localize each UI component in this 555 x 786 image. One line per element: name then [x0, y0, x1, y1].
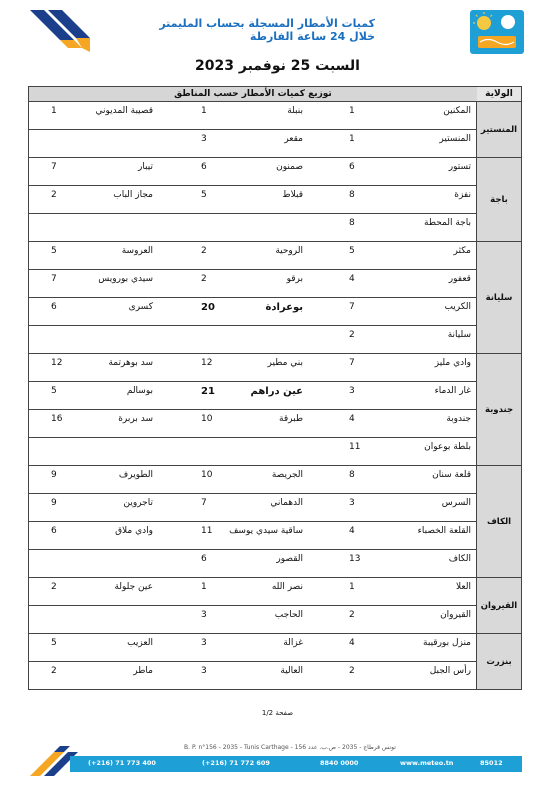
table-row — [29, 550, 477, 577]
station-name: نفزة — [454, 190, 471, 200]
station-name: وادي ملاق — [115, 526, 153, 536]
rainfall-value: 5 — [51, 246, 57, 256]
footer-phone-3: 8840 0000 — [320, 759, 359, 767]
table-body — [29, 102, 521, 689]
station-name: بني مطير — [267, 358, 303, 368]
station-name: مقعر — [284, 134, 303, 144]
rainfall-value — [51, 606, 73, 632]
rainfall-value — [51, 214, 73, 240]
footer-website: www.meteo.tn — [400, 759, 454, 767]
station-name: غار الدماء — [434, 386, 471, 396]
station-name: تيبار — [137, 162, 153, 172]
rainfall-value: 11 — [201, 526, 213, 536]
station-name: ساقية سيدي يوسف — [229, 526, 303, 536]
footer-phone-1: (+216) 71 773 400 — [88, 759, 156, 767]
rainfall-value — [51, 550, 73, 576]
rainfall-value: 7 — [51, 274, 57, 284]
region-name: الكاف — [476, 466, 521, 577]
station-name: العروسة — [121, 246, 153, 256]
station-name: القيروان — [440, 610, 471, 620]
rainfall-table — [28, 86, 522, 690]
footer-code: 85012 — [480, 759, 503, 767]
rainfall-value: 16 — [51, 414, 63, 424]
footer-address: B. P. n°156 - 2035 - Tunis Carthage - تونس قرطاج - 2035 - ص.ب. عدد 156 — [184, 744, 396, 751]
region-block — [29, 158, 521, 242]
station-name: رأس الجبل — [429, 666, 471, 676]
rainfall-value: 21 — [201, 386, 215, 397]
rainfall-value: 4 — [349, 526, 355, 536]
region-block — [29, 634, 521, 689]
rainfall-value: 2 — [201, 246, 207, 256]
rainfall-value — [51, 326, 73, 352]
table-row — [29, 298, 477, 326]
rainfall-value: 5 — [349, 246, 355, 256]
station-name: جندوبة — [446, 414, 471, 424]
table-row — [29, 382, 477, 410]
station-name: غزالة — [283, 638, 303, 648]
rainfall-value: 1 — [349, 134, 355, 144]
table-row — [29, 326, 477, 353]
station-name: العلا — [456, 582, 471, 592]
rainfall-value: 2 — [349, 610, 355, 620]
column-header-distribution: توزيع كميات الأمطار حسب المناطق — [29, 87, 477, 101]
rainfall-value: 1 — [201, 106, 207, 116]
station-name: قصيبة المديوني — [95, 106, 153, 116]
rainfall-value: 2 — [51, 190, 57, 200]
rainfall-value: 1 — [51, 106, 57, 116]
rainfall-value — [201, 438, 223, 464]
station-name: باجة المحطة — [424, 218, 471, 228]
rainfall-value: 1 — [349, 582, 355, 592]
station-name: مكثر — [453, 246, 471, 256]
footer-contact-band — [70, 756, 522, 772]
rainfall-value — [51, 130, 73, 156]
rainfall-value: 8 — [349, 470, 355, 480]
station-name: بوعرادة — [265, 302, 303, 313]
rainfall-value: 5 — [201, 190, 207, 200]
rainfall-value: 5 — [51, 638, 57, 648]
station-name: المنستير — [439, 134, 471, 144]
rainfall-value: 2 — [201, 274, 207, 284]
region-name: جندوبة — [476, 354, 521, 465]
rainfall-value: 12 — [51, 358, 63, 368]
region-name: باجة — [476, 158, 521, 241]
station-name: عين جلولة — [114, 582, 153, 592]
rainfall-value: 5 — [51, 386, 57, 396]
rainfall-value: 4 — [349, 638, 355, 648]
table-row — [29, 242, 477, 270]
table-row — [29, 158, 477, 186]
rainfall-value: 3 — [201, 666, 207, 676]
station-name: المكنين — [443, 106, 471, 116]
station-name: عين دراهم — [250, 386, 303, 397]
station-name: بوسالم — [126, 386, 153, 396]
table-row — [29, 186, 477, 214]
table-row — [29, 354, 477, 382]
rainfall-value: 8 — [349, 218, 355, 228]
station-name: العالية — [280, 666, 303, 676]
table-row — [29, 662, 477, 689]
rainfall-value: 3 — [349, 386, 355, 396]
footer-phone-2: (+216) 71 772 609 — [202, 759, 270, 767]
rainfall-value: 3 — [201, 610, 207, 620]
region-name: بنزرت — [476, 634, 521, 689]
table-row — [29, 578, 477, 606]
station-name: تاجروين — [123, 498, 153, 508]
report-title-line2: خلال 24 ساعة الفارطة — [249, 30, 375, 43]
station-name: العزيب — [127, 638, 153, 648]
station-name: سد بوهرتمة — [108, 358, 153, 368]
table-row — [29, 130, 477, 157]
rainfall-value: 10 — [201, 414, 213, 424]
rainfall-value: 7 — [349, 358, 355, 368]
rainfall-value: 7 — [51, 162, 57, 172]
rainfall-value: 2 — [349, 666, 355, 676]
rainfall-value: 6 — [51, 302, 57, 312]
region-name: القيروان — [476, 578, 521, 633]
rainfall-value: 2 — [51, 666, 57, 676]
rainfall-value: 20 — [201, 302, 215, 313]
rainfall-value: 2 — [51, 582, 57, 592]
rainfall-value: 1 — [201, 582, 207, 592]
table-row — [29, 270, 477, 298]
page-footer — [30, 740, 522, 776]
table-row — [29, 522, 477, 550]
rainfall-value: 4 — [349, 414, 355, 424]
region-block — [29, 242, 521, 354]
table-row — [29, 466, 477, 494]
station-name: الجريصة — [271, 470, 303, 480]
rainfall-value: 6 — [51, 526, 57, 536]
table-header — [29, 87, 521, 102]
stripes-logo-icon — [30, 10, 90, 55]
station-name: نصر الله — [271, 582, 303, 592]
station-name: الطويرف — [118, 470, 153, 480]
table-row — [29, 606, 477, 633]
rainfall-value: 2 — [349, 330, 355, 340]
station-name: بلطة بوعوان — [424, 442, 471, 452]
station-name: قعفور — [448, 274, 471, 284]
station-name: صمنون — [276, 162, 303, 172]
report-title-line1: كميات الأمطار المسجلة بحساب المليمتر — [159, 17, 375, 30]
rainfall-value: 1 — [349, 106, 355, 116]
table-row — [29, 494, 477, 522]
rainfall-value: 11 — [349, 442, 361, 452]
region-block — [29, 102, 521, 158]
rainfall-value — [51, 438, 73, 464]
region-block — [29, 354, 521, 466]
station-name: سليانة — [447, 330, 471, 340]
station-name: منزل بورقيبة — [423, 638, 471, 648]
rainfall-value: 3 — [349, 498, 355, 508]
rainfall-value: 4 — [349, 274, 355, 284]
station-name: كسرى — [128, 302, 153, 312]
station-name: قلعة سنان — [432, 470, 471, 480]
table-row — [29, 410, 477, 438]
station-name: سيدي بورويس — [98, 274, 153, 284]
rainfall-value — [201, 326, 223, 352]
table-row — [29, 214, 477, 241]
station-name: الدهماني — [270, 498, 303, 508]
station-name: الكريب — [444, 302, 471, 312]
rainfall-value: 8 — [349, 190, 355, 200]
region-name: المنستير — [476, 102, 521, 157]
report-date: السبت 25 نوفمبر 2023 — [195, 58, 360, 74]
station-name: وادي مليز — [434, 358, 471, 368]
rainfall-value: 7 — [349, 302, 355, 312]
station-name: قبلاط — [282, 190, 303, 200]
rainfall-value: 3 — [201, 134, 207, 144]
station-name: ماطر — [133, 666, 153, 676]
rainfall-value: 13 — [349, 554, 361, 564]
meteo-institute-logo-icon — [470, 10, 524, 54]
rainfall-value: 6 — [349, 162, 355, 172]
station-name: سد بربرة — [118, 414, 153, 424]
station-name: الحاجب — [274, 610, 303, 620]
column-header-region: الولاية — [476, 87, 521, 101]
station-name: تستور — [448, 162, 471, 172]
station-name: مجاز الباب — [113, 190, 153, 200]
station-name: الكاف — [448, 554, 471, 564]
region-block — [29, 578, 521, 634]
rainfall-value: 10 — [201, 470, 213, 480]
rainfall-value: 9 — [51, 470, 57, 480]
region-name: سليانة — [476, 242, 521, 353]
rainfall-value: 6 — [201, 554, 207, 564]
station-name: طبرقة — [279, 414, 303, 424]
rainfall-value: 9 — [51, 498, 57, 508]
station-name: الروحية — [275, 246, 303, 256]
table-row — [29, 438, 477, 465]
station-name: السرس — [441, 498, 471, 508]
region-block — [29, 466, 521, 578]
table-row — [29, 102, 477, 130]
rainfall-value: 3 — [201, 638, 207, 648]
rainfall-value: 6 — [201, 162, 207, 172]
station-name: القصور — [276, 554, 303, 564]
rainfall-value — [201, 214, 223, 240]
table-row — [29, 634, 477, 662]
rainfall-value: 7 — [201, 498, 207, 508]
station-name: القلعة الخصباء — [417, 526, 471, 536]
station-name: برقو — [286, 274, 303, 284]
rainfall-value: 12 — [201, 358, 213, 368]
station-name: بنبلة — [287, 106, 303, 116]
page-number: صفحة 1/2 — [261, 709, 294, 717]
